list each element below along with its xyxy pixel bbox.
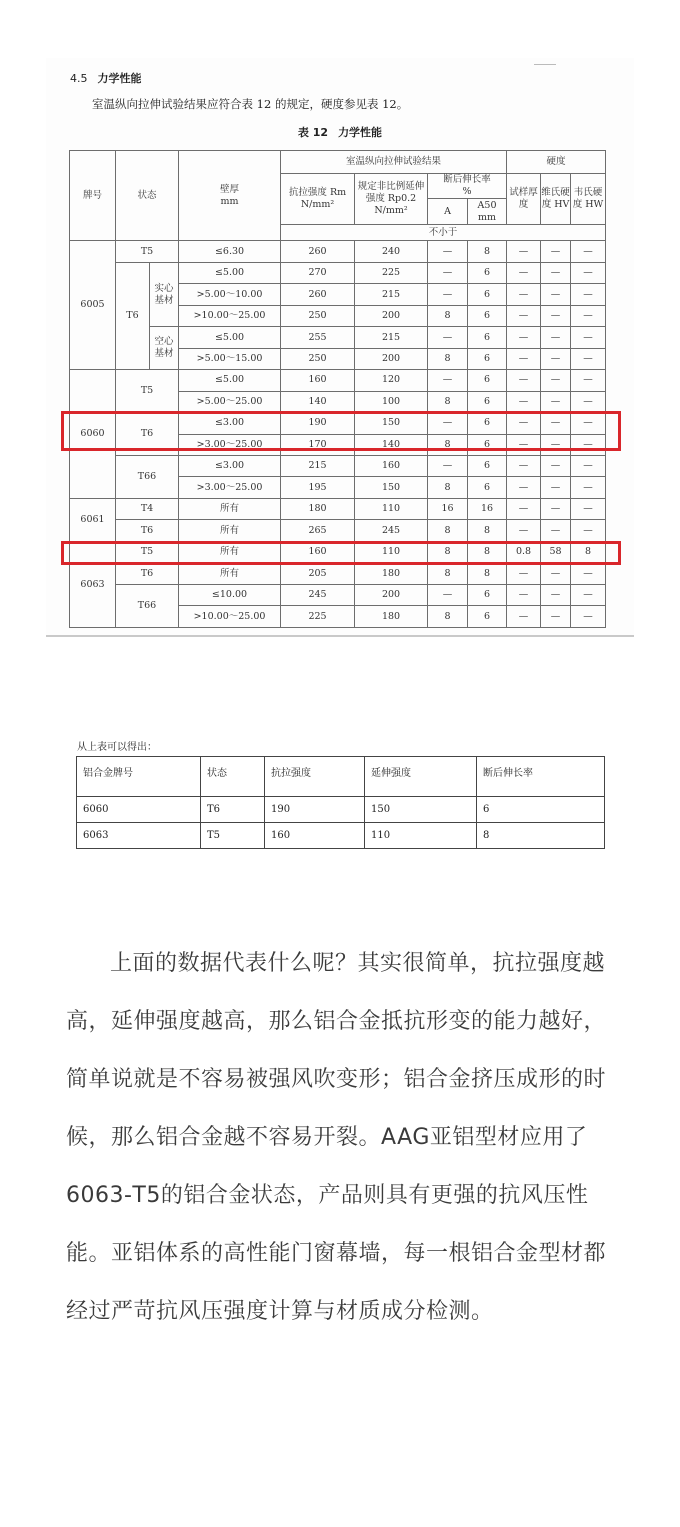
rm-cell: 260	[281, 284, 355, 305]
a-cell: —	[428, 413, 468, 434]
a-cell: 8	[428, 477, 468, 498]
hv-cell: —	[541, 262, 571, 283]
temper-cell: T66	[116, 456, 179, 499]
rm-cell: 160	[281, 541, 355, 562]
header-rm-unit: N/mm²	[300, 198, 335, 210]
summary-header-yield: 延伸强度	[365, 757, 477, 797]
hv-cell: —	[541, 584, 571, 605]
header-tensile-group: 室温纵向拉伸试验结果	[281, 151, 507, 174]
a50-cell: 8	[468, 520, 507, 541]
grade-cell: 6060	[70, 370, 116, 499]
header-vickers: 维氏硬度 HV	[541, 173, 571, 224]
table-row	[70, 241, 606, 262]
header-rp-label: 规定非比例延伸强度 Rp0.2	[357, 180, 425, 204]
header-grade: 牌号	[70, 151, 116, 241]
a50-cell: 6	[468, 456, 507, 477]
highlight-box-6063-t5	[61, 541, 621, 565]
wall-cell: ≤3.00	[179, 413, 281, 434]
header-temper: 状态	[116, 151, 179, 241]
header-a: A	[428, 199, 468, 225]
rm-cell: 160	[281, 370, 355, 391]
header-webster: 韦氏硬度 HW	[571, 173, 606, 224]
section-number: 4.5	[70, 72, 88, 85]
thick-cell: —	[507, 584, 541, 605]
rp-cell: 240	[355, 241, 428, 262]
rp-cell: 200	[355, 305, 428, 326]
rp-cell: 120	[355, 370, 428, 391]
table-row	[70, 498, 606, 519]
rm-cell: 215	[281, 456, 355, 477]
wall-cell: 所有	[179, 563, 281, 584]
temper-cell: T4	[116, 498, 179, 519]
a50-cell: 8	[468, 541, 507, 562]
hw-cell: —	[571, 241, 606, 262]
rp-cell: 245	[355, 520, 428, 541]
summary-row	[77, 797, 605, 823]
a50-cell: 6	[468, 413, 507, 434]
wall-cell: 所有	[179, 520, 281, 541]
summary-cell: 8	[477, 823, 605, 849]
summary-row	[77, 823, 605, 849]
hw-cell: —	[571, 498, 606, 519]
wall-cell: >3.00～25.00	[179, 434, 281, 455]
scan-bottom-edge	[46, 635, 634, 637]
a-cell: 8	[428, 520, 468, 541]
thick-cell: —	[507, 434, 541, 455]
hv-cell: —	[541, 370, 571, 391]
header-rm	[281, 173, 355, 224]
a-cell: 8	[428, 563, 468, 584]
rp-cell: 110	[355, 498, 428, 519]
hv-cell: —	[541, 520, 571, 541]
rm-cell: 195	[281, 477, 355, 498]
rp-cell: 140	[355, 434, 428, 455]
summary-cell: 6060	[77, 797, 201, 823]
a50-cell: 6	[468, 305, 507, 326]
summary-header-temper: 状态	[201, 757, 265, 797]
rm-cell: 265	[281, 520, 355, 541]
a50-cell: 6	[468, 348, 507, 369]
table-row	[70, 563, 606, 584]
temper-cell: T6	[116, 563, 179, 584]
grade-cell: 6005	[70, 241, 116, 370]
hv-cell: —	[541, 456, 571, 477]
hv-cell: —	[541, 391, 571, 412]
summary-cell: T5	[201, 823, 265, 849]
summary-cell: 160	[265, 823, 365, 849]
rp-cell: 225	[355, 262, 428, 283]
thick-cell: —	[507, 284, 541, 305]
summary-cell: 110	[365, 823, 477, 849]
rp-cell: 180	[355, 563, 428, 584]
wall-cell: >5.00～15.00	[179, 348, 281, 369]
table-row	[70, 370, 606, 391]
wall-cell: ≤5.00	[179, 262, 281, 283]
rm-cell: 205	[281, 563, 355, 584]
rm-cell: 140	[281, 391, 355, 412]
hv-cell: —	[541, 434, 571, 455]
a-cell: —	[428, 370, 468, 391]
hw-cell: —	[571, 477, 606, 498]
table-row	[70, 584, 606, 605]
substrate-cell: 实心基材	[150, 262, 179, 326]
hv-cell: —	[541, 563, 571, 584]
temper-cell: T5	[116, 541, 179, 562]
hv-cell: —	[541, 606, 571, 628]
summary-cell: 6	[477, 797, 605, 823]
thick-cell: —	[507, 391, 541, 412]
hv-cell: —	[541, 327, 571, 348]
a50-cell: 6	[468, 606, 507, 628]
grade-cell: 6063	[70, 541, 116, 627]
summary-table	[76, 756, 605, 849]
thick-cell: 0.8	[507, 541, 541, 562]
header-elongation-unit: %	[462, 185, 472, 197]
hv-cell: 58	[541, 541, 571, 562]
a-cell: 8	[428, 348, 468, 369]
summary-header-tensile: 抗拉强度	[265, 757, 365, 797]
section-heading	[70, 70, 142, 86]
thick-cell: —	[507, 370, 541, 391]
a-cell: 16	[428, 498, 468, 519]
thick-cell: —	[507, 456, 541, 477]
wall-cell: >5.00～10.00	[179, 284, 281, 305]
rp-cell: 215	[355, 284, 428, 305]
header-specimen-thickness: 试样厚度	[507, 173, 541, 224]
thick-cell: —	[507, 563, 541, 584]
summary-header-elongation: 断后伸长率	[477, 757, 605, 797]
table-row	[70, 520, 606, 541]
hw-cell: —	[571, 563, 606, 584]
a-cell: 8	[428, 305, 468, 326]
grade-cell: 6061	[70, 498, 116, 541]
header-rp-unit: N/mm²	[374, 204, 408, 216]
header-wall	[179, 151, 281, 241]
header-min: 不小于	[281, 224, 606, 241]
hw-cell: —	[571, 606, 606, 628]
explanation-paragraph: 上面的数据代表什么呢？其实很简单，抗拉强度越高，延伸强度越高，那么铝合金抵抗形变的能力越好，简单说就是不容易被强风吹变形；铝合金挤压成形的时候，那么铝合金越不容易开裂。AAG亚铝型材应用了6063-T5的铝合金状态，产品则具有更强的抗风压性能。亚铝体系的高性能门窗幕墙，每一根铝合金型材都经过严苛抗风压强度计算与材质成分检测。	[66, 951, 607, 1324]
thick-cell: —	[507, 520, 541, 541]
rm-cell: 180	[281, 498, 355, 519]
a50-cell: 16	[468, 498, 507, 519]
thick-cell: —	[507, 262, 541, 283]
hw-cell: —	[571, 584, 606, 605]
wall-cell: >3.00～25.00	[179, 477, 281, 498]
rp-cell: 160	[355, 456, 428, 477]
header-elongation	[428, 173, 507, 199]
summary-header-grade: 铝合金牌号	[77, 757, 201, 797]
header-elongation-label: 断后伸长率	[443, 174, 491, 186]
wall-cell: ≤5.00	[179, 370, 281, 391]
rm-cell: 260	[281, 241, 355, 262]
summary-cell: 190	[265, 797, 365, 823]
a50-cell: 8	[468, 241, 507, 262]
hw-cell: —	[571, 305, 606, 326]
a50-cell: 6	[468, 391, 507, 412]
thick-cell: —	[507, 413, 541, 434]
temper-cell: T5	[116, 370, 179, 413]
header-a50: A50 mm	[468, 199, 507, 225]
temper-cell: T6	[116, 520, 179, 541]
a50-cell: 6	[468, 434, 507, 455]
a-cell: —	[428, 456, 468, 477]
header-rm-label: 抗拉强度 Rm	[288, 186, 347, 198]
rm-cell: 250	[281, 305, 355, 326]
section-title: 力学性能	[97, 72, 142, 85]
table-row	[70, 262, 606, 283]
thick-cell: —	[507, 241, 541, 262]
rp-cell: 200	[355, 348, 428, 369]
hv-cell: —	[541, 477, 571, 498]
a50-cell: 6	[468, 284, 507, 305]
rm-cell: 245	[281, 584, 355, 605]
rm-cell: 250	[281, 348, 355, 369]
thick-cell: —	[507, 498, 541, 519]
thick-cell: —	[507, 327, 541, 348]
substrate-cell: 空心基材	[150, 327, 179, 370]
temper-cell: T6	[116, 262, 150, 369]
summary-cell: 6063	[77, 823, 201, 849]
table-caption	[0, 124, 680, 140]
hw-cell: —	[571, 284, 606, 305]
wall-cell: >10.00～25.00	[179, 606, 281, 628]
hw-cell: —	[571, 327, 606, 348]
temper-cell: T66	[116, 584, 179, 627]
header-rp	[355, 173, 428, 224]
temper-cell: T5	[116, 241, 179, 262]
a-cell: —	[428, 241, 468, 262]
rp-cell: 150	[355, 477, 428, 498]
wall-cell: 所有	[179, 498, 281, 519]
hw-cell: —	[571, 262, 606, 283]
hv-cell: —	[541, 498, 571, 519]
hw-cell: —	[571, 413, 606, 434]
corner-mark	[534, 64, 556, 65]
a-cell: —	[428, 284, 468, 305]
hw-cell: —	[571, 348, 606, 369]
hw-cell: 8	[571, 541, 606, 562]
rm-cell: 270	[281, 262, 355, 283]
wall-cell: >5.00～25.00	[179, 391, 281, 412]
hw-cell: —	[571, 456, 606, 477]
hv-cell: —	[541, 348, 571, 369]
wall-cell: 所有	[179, 541, 281, 562]
a50-cell: 8	[468, 563, 507, 584]
a-cell: 8	[428, 434, 468, 455]
hv-cell: —	[541, 305, 571, 326]
rp-cell: 200	[355, 584, 428, 605]
rm-cell: 225	[281, 606, 355, 628]
rm-cell: 255	[281, 327, 355, 348]
header-wall-label: 壁厚	[220, 183, 240, 195]
hv-cell: —	[541, 413, 571, 434]
hw-cell: —	[571, 520, 606, 541]
header-wall-unit: mm	[220, 195, 239, 207]
hw-cell: —	[571, 391, 606, 412]
a50-cell: 6	[468, 477, 507, 498]
wall-cell: ≤6.30	[179, 241, 281, 262]
rp-cell: 100	[355, 391, 428, 412]
summary-cell: 150	[365, 797, 477, 823]
temper-cell: T6	[116, 413, 179, 456]
rm-cell: 170	[281, 434, 355, 455]
summary-title: 从上表可以得出：	[77, 742, 157, 753]
rm-cell: 190	[281, 413, 355, 434]
rp-cell: 150	[355, 413, 428, 434]
table-row	[70, 456, 606, 477]
highlight-box-6060-t6	[61, 411, 621, 451]
a-cell: 8	[428, 606, 468, 628]
thick-cell: —	[507, 348, 541, 369]
hw-cell: —	[571, 370, 606, 391]
rp-cell: 110	[355, 541, 428, 562]
a-cell: —	[428, 584, 468, 605]
table-row	[70, 327, 606, 348]
hv-cell: —	[541, 284, 571, 305]
a-cell: —	[428, 262, 468, 283]
summary-cell: T6	[201, 797, 265, 823]
hv-cell: —	[541, 241, 571, 262]
wall-cell: ≤5.00	[179, 327, 281, 348]
thick-cell: —	[507, 305, 541, 326]
wall-cell: ≤3.00	[179, 456, 281, 477]
a50-cell: 6	[468, 584, 507, 605]
thick-cell: —	[507, 606, 541, 628]
a50-cell: 6	[468, 327, 507, 348]
a-cell: 8	[428, 541, 468, 562]
table-caption-title: 力学性能	[338, 126, 383, 139]
header-hardness-group: 硬度	[507, 151, 606, 174]
rp-cell: 215	[355, 327, 428, 348]
hw-cell: —	[571, 434, 606, 455]
thick-cell: —	[507, 477, 541, 498]
a-cell: —	[428, 327, 468, 348]
wall-cell: >10.00～25.00	[179, 305, 281, 326]
a50-cell: 6	[468, 262, 507, 283]
a50-cell: 6	[468, 370, 507, 391]
table-caption-number: 表 12	[297, 126, 329, 139]
section-intro: 室温纵向拉伸试验结果应符合表 12 的规定，硬度参见表 12。	[92, 97, 409, 111]
rp-cell: 180	[355, 606, 428, 628]
a-cell: 8	[428, 391, 468, 412]
wall-cell: ≤10.00	[179, 584, 281, 605]
